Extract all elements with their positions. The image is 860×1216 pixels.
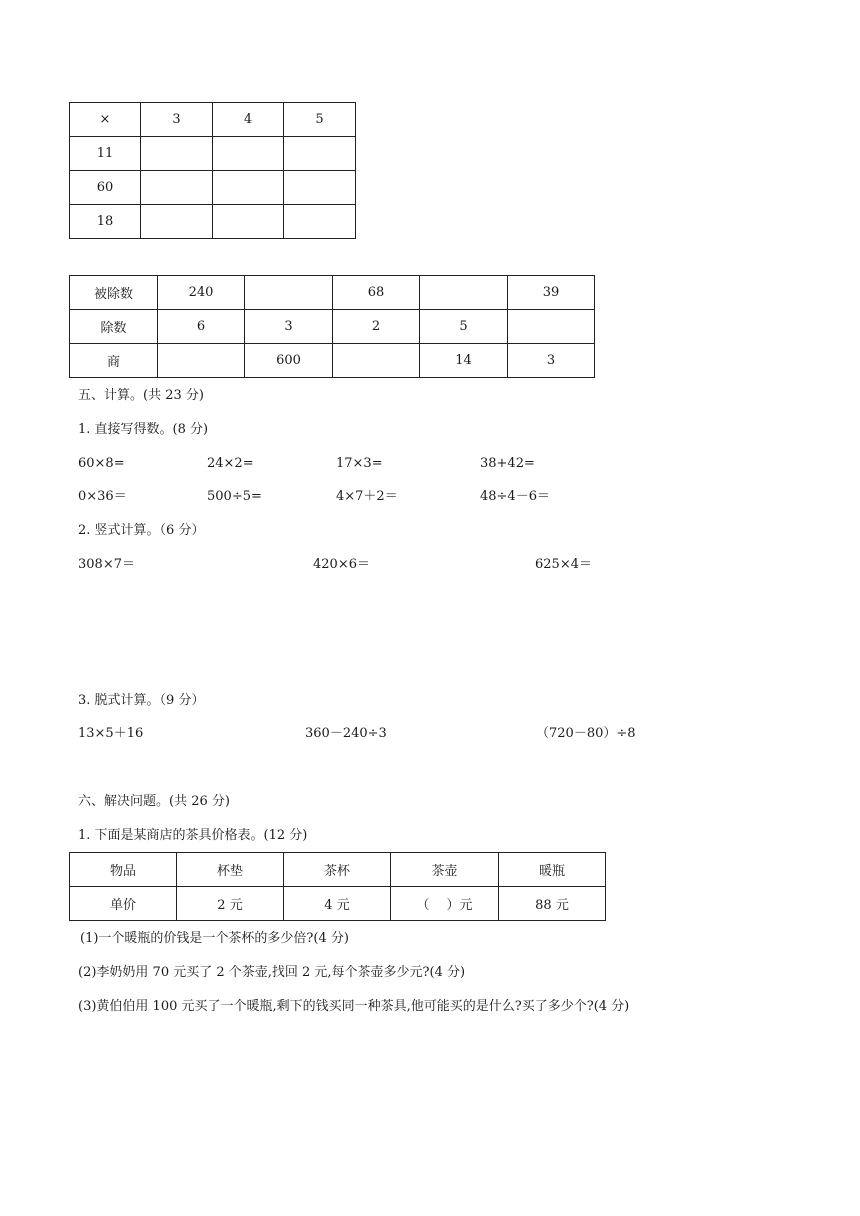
table-cell: 暖瓶 xyxy=(499,853,606,887)
table-cell: 除数 xyxy=(70,310,158,344)
table-cell: 11 xyxy=(70,137,141,171)
table-row xyxy=(70,205,356,239)
answer-cell[interactable] xyxy=(508,310,595,344)
table-cell: 茶壶 xyxy=(391,853,499,887)
answer-cell[interactable] xyxy=(284,171,356,205)
table-cell: 5 xyxy=(284,103,356,137)
table-cell: 600 xyxy=(245,344,333,378)
table-cell: 68 xyxy=(333,276,420,310)
answer-cell[interactable] xyxy=(158,344,245,378)
table-cell: 被除数 xyxy=(70,276,158,310)
table-cell: 60 xyxy=(70,171,141,205)
table-cell: 2 xyxy=(333,310,420,344)
table-cell: 39 xyxy=(508,276,595,310)
table-cell: 物品 xyxy=(70,853,177,887)
answer-cell[interactable] xyxy=(245,276,333,310)
oral-calc-item: 0×36＝ xyxy=(78,489,127,504)
sub-question: (1)一个暖瓶的价钱是一个茶杯的多少倍?(4 分) xyxy=(80,931,349,946)
oral-calc-item: 24×2= xyxy=(207,456,254,471)
oral-calc-item: 38+42= xyxy=(480,456,535,471)
answer-cell[interactable] xyxy=(420,276,508,310)
sub-question: (3)黄伯伯用 100 元买了一个暖瓶,剩下的钱买同一种茶具,他可能买的是什么?买了多少个?(4 分) xyxy=(78,999,630,1014)
multiplication-table xyxy=(69,102,356,239)
problem-1-heading: 1. 下面是某商店的茶具价格表。(12 分) xyxy=(78,828,308,843)
oral-calc-item: 500÷5= xyxy=(207,489,262,504)
answer-cell[interactable]: （ ）元 xyxy=(391,887,499,921)
answer-cell[interactable] xyxy=(141,205,213,239)
q1-heading: 1. 直接写得数。(8 分) xyxy=(78,422,209,437)
table-row xyxy=(70,276,595,310)
price-table xyxy=(69,852,606,921)
division-table xyxy=(69,275,595,378)
oral-calc-item: 60×8= xyxy=(78,456,125,471)
table-cell: 88 元 xyxy=(499,887,606,921)
table-cell: × xyxy=(70,103,141,137)
answer-cell[interactable] xyxy=(141,171,213,205)
answer-cell[interactable] xyxy=(213,137,284,171)
table-cell: 茶杯 xyxy=(284,853,391,887)
table-row xyxy=(70,310,595,344)
answer-cell[interactable] xyxy=(213,205,284,239)
oral-calc-item: 48÷4－6＝ xyxy=(480,489,550,504)
oral-calc-item: 17×3= xyxy=(336,456,383,471)
answer-cell[interactable] xyxy=(333,344,420,378)
table-cell: 4 xyxy=(213,103,284,137)
vertical-calc-item: 308×7＝ xyxy=(78,557,135,572)
table-cell: 18 xyxy=(70,205,141,239)
table-cell: 2 元 xyxy=(177,887,284,921)
q2-heading: 2. 竖式计算。（6 分） xyxy=(78,523,205,538)
stepwise-calc-item: 13×5＋16 xyxy=(78,726,144,741)
sub-question: (2)李奶奶用 70 元买了 2 个茶壶,找回 2 元,每个茶壶多少元?(4 分) xyxy=(78,965,466,980)
table-cell: 商 xyxy=(70,344,158,378)
table-cell: 240 xyxy=(158,276,245,310)
table-row xyxy=(70,171,356,205)
answer-cell[interactable] xyxy=(141,137,213,171)
stepwise-calc-item: 360－240÷3 xyxy=(305,726,387,741)
answer-cell[interactable] xyxy=(284,137,356,171)
table-cell: 14 xyxy=(420,344,508,378)
table-row xyxy=(70,853,606,887)
table-cell: 3 xyxy=(508,344,595,378)
table-row xyxy=(70,887,606,921)
table-cell: 3 xyxy=(141,103,213,137)
table-cell: 单价 xyxy=(70,887,177,921)
vertical-calc-item: 420×6＝ xyxy=(313,557,370,572)
answer-cell[interactable] xyxy=(284,205,356,239)
section-6-heading: 六、解决问题。(共 26 分) xyxy=(78,794,230,809)
table-cell: 5 xyxy=(420,310,508,344)
table-row xyxy=(70,344,595,378)
answer-cell[interactable] xyxy=(213,171,284,205)
section-5-heading: 五、计算。(共 23 分) xyxy=(78,388,204,403)
table-cell: 3 xyxy=(245,310,333,344)
q3-heading: 3. 脱式计算。（9 分） xyxy=(78,693,205,708)
table-cell: 4 元 xyxy=(284,887,391,921)
table-cell: 杯垫 xyxy=(177,853,284,887)
table-row xyxy=(70,137,356,171)
stepwise-calc-item: （720－80）÷8 xyxy=(536,726,636,741)
table-cell: 6 xyxy=(158,310,245,344)
vertical-calc-item: 625×4＝ xyxy=(535,557,592,572)
table-row xyxy=(70,103,356,137)
oral-calc-item: 4×7＋2＝ xyxy=(336,489,398,504)
